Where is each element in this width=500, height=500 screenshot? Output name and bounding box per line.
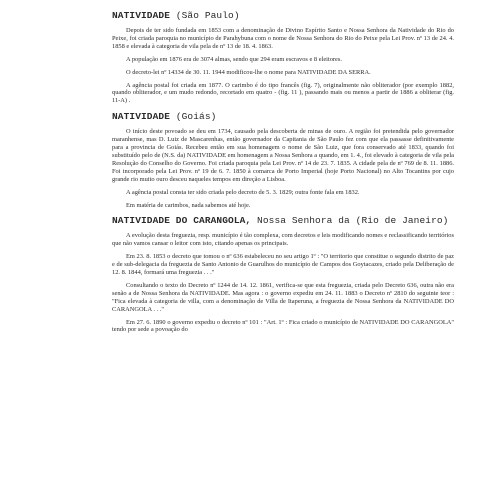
section-heading (112, 111, 454, 122)
section-natividade-sao-paulo (112, 10, 454, 105)
section-title: NATIVIDADE DO CARANGOLA, (112, 215, 252, 227)
paragraph: A agência postal foi criada em 1877. O carimbo é do tipo francês (fig. 7), originalmente não obliterador (por exemplo 1882, quando obliterador, e um mudo redondo, recortado em quatro - (fig. 11 ), passando mais ou menos a partir de 1886 a obliterar (fig. 11-A) . (112, 81, 454, 105)
paragraph: A população em 1876 era de 3074 almas, sendo que 294 eram escravos e 8 eleitores. (126, 55, 342, 63)
section-title: NATIVIDADE (112, 10, 171, 21)
section-subtitle: (São Paulo) (175, 10, 240, 21)
section-subtitle: (Goiás) (175, 111, 217, 123)
paragraph: A evolução desta freguezia, resp. município é tão complexa, com decretos e leis modificando nomes e reclassificando territórios que não vamos cansar o leitor com isto, citando apenas os principais. (112, 232, 454, 248)
section-natividade-goias (112, 111, 454, 209)
paragraph: Em matéria de carimbos, nada sabemos até hoje. (126, 201, 251, 209)
paragraph: Em 23. 8. 1853 o decreto que tomou o nº 636 estabeleceu no seu artigo 1º : "O territorio que constitue o segundo distrito de paz e de sub-delegacia da freguezia de Santo Antonio de Guarulhos do município de Campos dos Goytacazes, criado pela Deliberação de 12. 8. 1844, formará uma freguezia . . ." (112, 253, 454, 277)
section-heading (112, 215, 454, 226)
section-title: NATIVIDADE (112, 111, 171, 123)
paragraph: Depois de ter sido fundada em 1853 com a denominação de Divino Espírito Santo e Nossa Senhora da Natividade do Rio do Peixe, foi criada paroquia no município de Parahybuna com o nome de Nossa Senhora do Rio do Peixe pela Lei Prov. nº 13 de 24. 4. 1858 e elevada à categoria de vila pela de nº 13 de 18. 4. 1863. (112, 27, 454, 50)
paragraph: O decreto-lei nº 14334 de 30. 11. 1944 modificou-lhe o nome para NATIVIDADE DA SERRA. (126, 68, 371, 76)
section-subtitle: Nossa Senhora da (Rio de Janeiro) (257, 215, 449, 227)
section-natividade-do-carangola (112, 215, 454, 334)
paragraph: Em 27. 6. 1890 o governo expediu o decreto nº 101 : "Art. 1º : Fica criado o município de NATIVIDADE DO CARANGOLA" tendo por sede a povoação do (112, 318, 454, 334)
paragraph: O início deste povoado se deu em 1734, causado pela descoberta de minas de ouro. A região foi pretendida pelo governador maranhense, mas D. Luiz de Mascarenhas, então governador da Capitania de São Paulo fez com que ela passasse definitivamente para a provincia de Goiás. Recebeu então em sua homenagem o nome de São Luiz, que fora conservado até 1833, quando foi substituído pelo de (N.S. da) NATIVIDADE em homenagem a Nossa Senhora a quando, em 1. 4., foi elevado à categoria de vila pela Resolução do Conselho do Governo. Foi criada paroquia pela Lei Prov. nº 14 de 23. 7. 1835. A cidade pela de nº 769 de 8. 11. 1886. Foi incorporado pela Lei Prov. nº 19 de 6. 7. 1850 à comarca de Porto Imperial (hoje Porto Nacional) no Alto Tocantins por cujo grande rio muito ouro desceu naqueles tempos em direção a Lisboa. (112, 128, 454, 183)
paragraph: A agência postal consta ter sido criada pelo decreto de 5. 3. 1829; outra fonte fala em 1832. (126, 188, 360, 196)
section-heading (112, 10, 454, 21)
paragraph: Consultando o texto do Decreto nº 1244 de 14. 12. 1861, verifica-se que esta freguezia, criada pelo Decreto 636, outra não era senão a de Nossa Senhora da NATIVIDADE. Mas agora : o governo expediu em 24. 11. 1883 o Decreto nº 2810 do seguinte teor : "Fica elevada à categoria de villa, com a denominação de Villa de Itaperuna, a freguezia de Nossa Senhora da NATIVIDADE DO CARANGOLA . . ." (112, 281, 454, 313)
